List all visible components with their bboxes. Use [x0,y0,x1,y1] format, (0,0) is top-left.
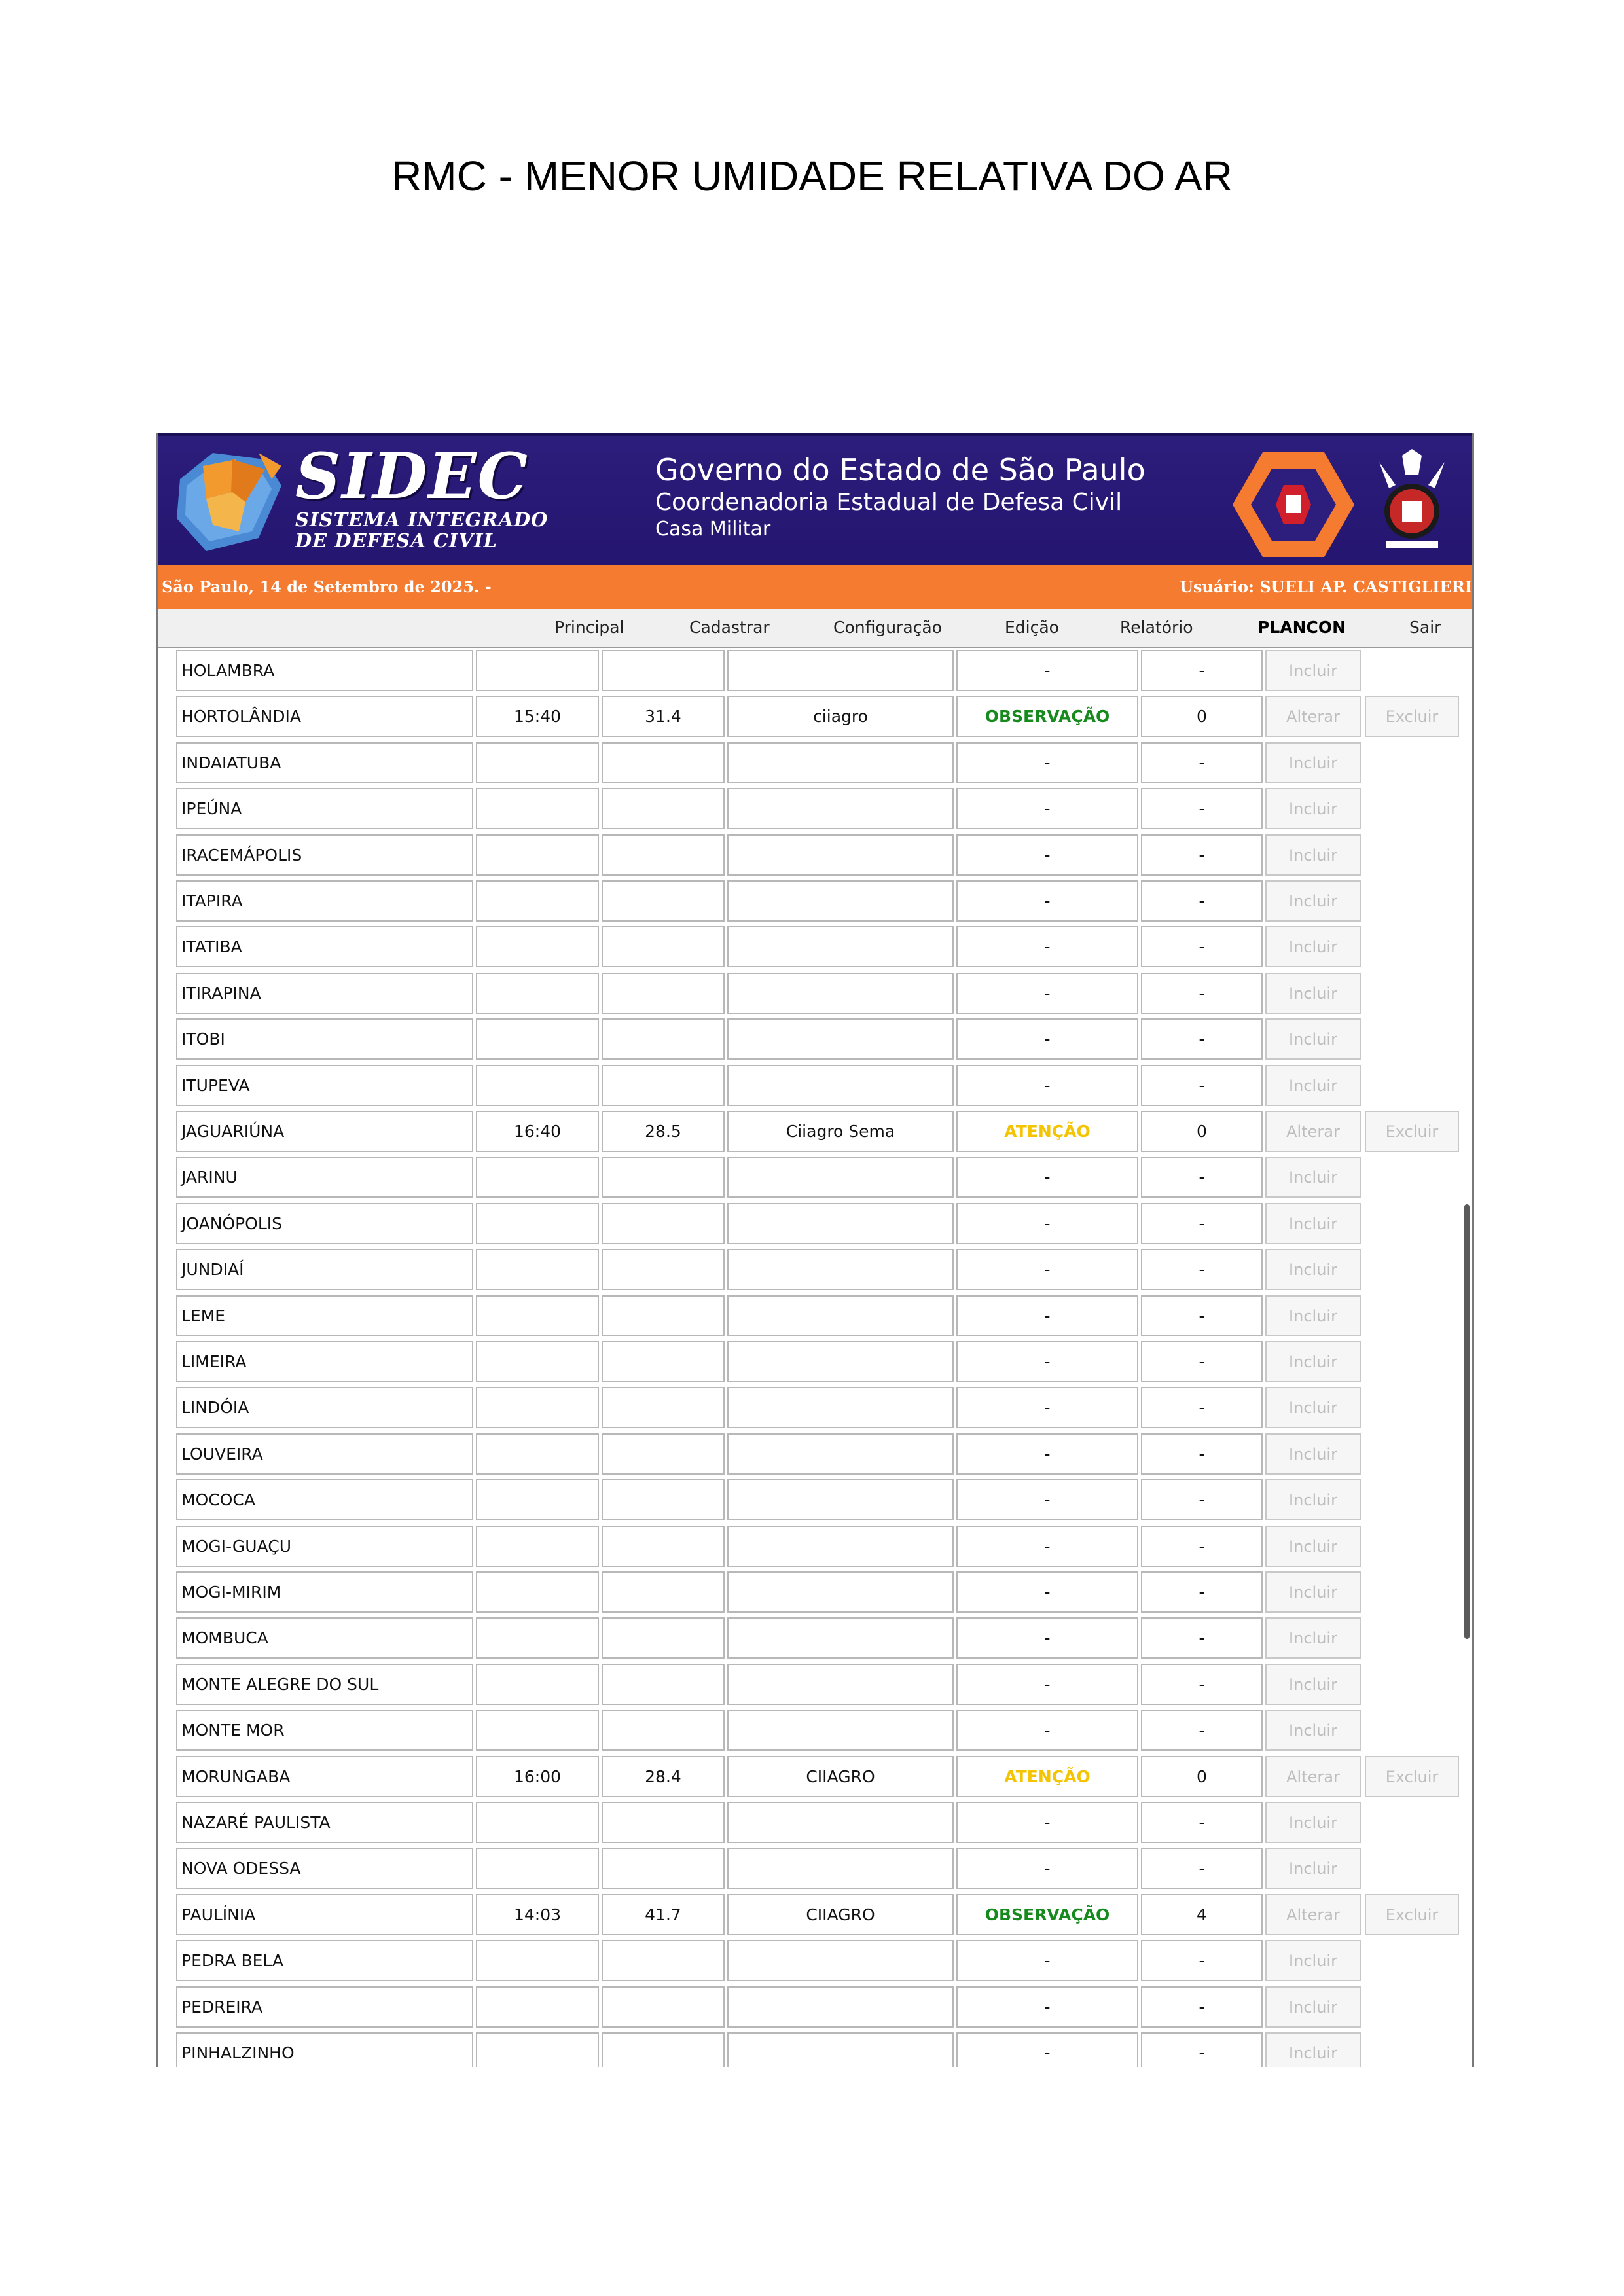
source-cell [727,880,954,922]
humidity-value-cell [602,1848,725,1889]
status-cell: - [956,1157,1138,1198]
nav-sair[interactable]: Sair [1409,618,1441,637]
city-name: MONTE MOR [176,1710,473,1751]
humidity-value-cell [602,880,725,922]
alterar-button[interactable]: Alterar [1265,1894,1361,1935]
humidity-value-cell [602,1802,725,1843]
humidity-value-cell [602,1986,725,2028]
count-cell: - [1141,1940,1263,1981]
table-row [158,1339,1474,1385]
status-cell: - [956,880,1138,922]
excluir-button[interactable]: Excluir [1365,696,1459,737]
info-bar [158,565,1474,609]
incluir-button[interactable]: Incluir [1265,926,1361,967]
incluir-button[interactable]: Incluir [1265,1664,1361,1705]
count-cell: - [1141,1664,1263,1705]
count-cell: - [1141,1341,1263,1382]
city-name: LINDÓIA [176,1387,473,1428]
humidity-value-cell [602,2032,725,2067]
count-cell: - [1141,834,1263,876]
count-cell: 0 [1141,1111,1263,1152]
humidity-value-cell [602,1018,725,1060]
count-cell: - [1141,788,1263,829]
incluir-button[interactable]: Incluir [1265,1295,1361,1336]
count-cell: 0 [1141,696,1263,737]
table-row [158,1477,1474,1523]
source-cell [727,1479,954,1520]
excluir-button[interactable]: Excluir [1365,1111,1459,1152]
status-cell: OBSERVAÇÃO [956,696,1138,737]
time-cell [476,1617,599,1659]
incluir-button[interactable]: Incluir [1265,1479,1361,1520]
humidity-value-cell [602,1571,725,1613]
table-row [158,1109,1474,1155]
count-cell: - [1141,650,1263,691]
nav-edicao[interactable]: Edição [1005,618,1059,637]
incluir-button[interactable]: Incluir [1265,650,1361,691]
table-row [158,786,1474,832]
city-name: PINHALZINHO [176,2032,473,2067]
excluir-button[interactable]: Excluir [1365,1894,1459,1935]
count-cell: - [1141,2032,1263,2067]
city-name: NAZARÉ PAULISTA [176,1802,473,1843]
city-name: HOLAMBRA [176,650,473,691]
source-cell [727,1571,954,1613]
source-cell: CIIAGRO [727,1894,954,1935]
source-cell [727,2032,954,2067]
sidec-screenshot [156,433,1474,2067]
table-row [158,1385,1474,1431]
humidity-value-cell: 28.5 [602,1111,725,1152]
count-cell: - [1141,1203,1263,1244]
status-cell: - [956,926,1138,967]
source-cell [727,1341,954,1382]
count-cell: - [1141,1295,1263,1336]
excluir-button[interactable]: Excluir [1365,1756,1459,1797]
gov-subtitle: Coordenadoria Estadual de Defesa Civil [655,489,1123,516]
status-cell: - [956,1940,1138,1981]
humidity-value-cell [602,650,725,691]
count-cell: - [1141,973,1263,1014]
humidity-value-cell [602,1526,725,1567]
nav-configuracao[interactable]: Configuração [833,618,943,637]
table-row [158,1984,1474,2030]
civil-defense-hexagon-icon [1231,449,1356,560]
count-cell: - [1141,1157,1263,1198]
gov-department: Casa Militar [655,518,771,541]
incluir-button[interactable]: Incluir [1265,1526,1361,1567]
source-cell [727,1940,954,1981]
time-cell [476,2032,599,2067]
incluir-button[interactable]: Incluir [1265,1848,1361,1889]
table-row [158,833,1474,878]
city-name: MOMBUCA [176,1617,473,1659]
table-row [158,2030,1474,2067]
alterar-button[interactable]: Alterar [1265,696,1361,737]
sidec-logo-icon [167,440,298,564]
time-cell [476,1664,599,1705]
humidity-value-cell [602,1479,725,1520]
count-cell: 0 [1141,1756,1263,1797]
government-block [655,452,1146,542]
source-cell [727,1295,954,1336]
status-cell: - [956,1617,1138,1659]
table-row [158,878,1474,924]
source-cell [727,1526,954,1567]
time-cell [476,650,599,691]
source-cell [727,1710,954,1751]
table-row [158,1063,1474,1109]
table-row [158,740,1474,786]
humidity-value-cell [602,1203,725,1244]
humidity-value-cell: 41.7 [602,1894,725,1935]
time-cell: 16:40 [476,1111,599,1152]
city-name: ITOBI [176,1018,473,1060]
source-cell [727,1203,954,1244]
humidity-value-cell [602,1295,725,1336]
incluir-button[interactable]: Incluir [1265,973,1361,1014]
status-cell: - [956,1571,1138,1613]
time-cell [476,1479,599,1520]
incluir-button[interactable]: Incluir [1265,1986,1361,2028]
status-cell: ATENÇÃO [956,1756,1138,1797]
incluir-button[interactable]: Incluir [1265,1018,1361,1060]
status-cell: - [956,1664,1138,1705]
status-cell: - [956,1848,1138,1889]
city-name: ITUPEVA [176,1065,473,1106]
source-cell [727,1018,954,1060]
city-name: MOGI-GUAÇU [176,1526,473,1567]
time-cell [476,788,599,829]
source-cell [727,1986,954,2028]
source-cell [727,1802,954,1843]
time-cell [476,1249,599,1290]
humidity-value-cell [602,1157,725,1198]
incluir-button[interactable]: Incluir [1265,1249,1361,1290]
humidity-value-cell: 28.4 [602,1756,725,1797]
count-cell: - [1141,1249,1263,1290]
incluir-button[interactable]: Incluir [1265,1571,1361,1613]
table-row [158,1570,1474,1615]
incluir-button[interactable]: Incluir [1265,742,1361,783]
humidity-value-cell [602,1710,725,1751]
source-cell [727,1664,954,1705]
count-cell: - [1141,1986,1263,2028]
humidity-value-cell [602,788,725,829]
table-row [158,1155,1474,1200]
status-cell: - [956,1065,1138,1106]
time-cell: 15:40 [476,696,599,737]
table-row [158,1938,1474,1984]
count-cell: - [1141,1571,1263,1613]
city-name: INDAIATUBA [176,742,473,783]
count-cell: - [1141,1848,1263,1889]
humidity-value-cell [602,1664,725,1705]
city-name: LIMEIRA [176,1341,473,1382]
time-cell [476,1802,599,1843]
incluir-button[interactable]: Incluir [1265,1940,1361,1981]
city-name: ITIRAPINA [176,973,473,1014]
scrollbar-thumb[interactable] [1464,1204,1470,1639]
time-cell [476,1710,599,1751]
source-cell: CIIAGRO [727,1756,954,1797]
city-name: HORTOLÂNDIA [176,696,473,737]
table-row [158,1708,1474,1753]
source-cell [727,650,954,691]
humidity-value-cell [602,926,725,967]
source-cell [727,1433,954,1475]
status-cell: - [956,1341,1138,1382]
city-name: JOANÓPOLIS [176,1203,473,1244]
time-cell [476,1157,599,1198]
humidity-value-cell [602,1617,725,1659]
status-cell: - [956,1018,1138,1060]
time-cell [476,880,599,922]
time-cell [476,973,599,1014]
status-cell: - [956,1433,1138,1475]
count-cell: - [1141,1802,1263,1843]
count-cell: - [1141,1065,1263,1106]
status-cell: ATENÇÃO [956,1111,1138,1152]
status-cell: - [956,834,1138,876]
city-name: IPEÚNA [176,788,473,829]
table-row [158,1892,1474,1938]
status-cell: - [956,1986,1138,2028]
brand-block [295,439,549,552]
humidity-value-cell [602,742,725,783]
source-cell [727,926,954,967]
nav-plancon[interactable]: PLANCON [1257,618,1346,637]
table-row [158,1754,1474,1800]
status-cell: - [956,1203,1138,1244]
source-cell [727,1848,954,1889]
time-cell [476,1940,599,1981]
humidity-value-cell [602,1387,725,1428]
city-name: ITAPIRA [176,880,473,922]
city-name: NOVA ODESSA [176,1848,473,1889]
status-cell: - [956,1802,1138,1843]
brand-line-2: DE DEFESA CIVIL [295,529,497,552]
table-row [158,971,1474,1016]
table-row [158,1247,1474,1293]
time-cell [476,1848,599,1889]
table-row [158,1662,1474,1708]
alterar-button[interactable]: Alterar [1265,1756,1361,1797]
source-cell [727,1249,954,1290]
table-row [158,1524,1474,1570]
nav-cadastrar[interactable]: Cadastrar [689,618,770,637]
user-label: Usuário: SUELI AP. CASTIGLIERI [1179,577,1472,596]
table-row [158,1016,1474,1062]
table-row [158,1846,1474,1892]
humidity-value-cell [602,1249,725,1290]
count-cell: - [1141,1387,1263,1428]
count-cell: - [1141,1617,1263,1659]
source-cell [727,834,954,876]
date-label: São Paulo, 14 de Setembro de 2025. - [162,577,492,596]
humidity-value-cell: 31.4 [602,696,725,737]
brand-name: SIDEC [295,439,530,513]
time-cell [476,1065,599,1106]
time-cell [476,742,599,783]
status-cell: - [956,2032,1138,2067]
status-cell: - [956,1249,1138,1290]
header-banner [158,433,1474,565]
incluir-button[interactable]: Incluir [1265,788,1361,829]
city-name: JARINU [176,1157,473,1198]
count-cell: - [1141,1526,1263,1567]
humidity-value-cell [602,1065,725,1106]
time-cell [476,1433,599,1475]
count-cell: - [1141,1433,1263,1475]
source-cell: ciiagro [727,696,954,737]
document-title: RMC - MENOR UMIDADE RELATIVA DO AR [391,152,1233,200]
count-cell: 4 [1141,1894,1263,1935]
incluir-button[interactable]: Incluir [1265,1617,1361,1659]
humidity-value-cell [602,834,725,876]
table-row [158,1293,1474,1339]
gov-title: Governo do Estado de São Paulo [655,452,1146,488]
nav-menu [158,609,1474,648]
time-cell: 16:00 [476,1756,599,1797]
time-cell [476,1526,599,1567]
status-cell: - [956,650,1138,691]
city-name: MOGI-MIRIM [176,1571,473,1613]
incluir-button[interactable]: Incluir [1265,1710,1361,1751]
city-name: MOCOCA [176,1479,473,1520]
source-cell [727,1617,954,1659]
incluir-button[interactable]: Incluir [1265,1203,1361,1244]
alterar-button[interactable]: Alterar [1265,1111,1361,1152]
city-name: JUNDIAÍ [176,1249,473,1290]
time-cell [476,1018,599,1060]
count-cell: - [1141,1018,1263,1060]
incluir-button[interactable]: Incluir [1265,1802,1361,1843]
source-cell: Ciiagro Sema [727,1111,954,1152]
brand-line-1: SISTEMA INTEGRADO [295,509,549,531]
city-name: LEME [176,1295,473,1336]
city-name: MORUNGABA [176,1756,473,1797]
table-row [158,924,1474,970]
status-cell: - [956,788,1138,829]
time-cell [476,1341,599,1382]
incluir-button[interactable]: Incluir [1265,834,1361,876]
city-name: PEDRA BELA [176,1940,473,1981]
status-cell: - [956,973,1138,1014]
source-cell [727,788,954,829]
table-row [158,1431,1474,1477]
status-cell: - [956,1710,1138,1751]
table-row [158,648,1474,694]
source-cell [727,973,954,1014]
humidity-value-cell [602,1940,725,1981]
nav-relatorio[interactable]: Relatório [1120,618,1193,637]
time-cell [476,1203,599,1244]
source-cell [727,1065,954,1106]
source-cell [727,1157,954,1198]
city-name: MONTE ALEGRE DO SUL [176,1664,473,1705]
status-cell: - [956,1479,1138,1520]
incluir-button[interactable]: Incluir [1265,880,1361,922]
source-cell [727,1387,954,1428]
table-row [158,1800,1474,1846]
military-crest-icon [1366,449,1458,560]
humidity-value-cell [602,973,725,1014]
city-name: LOUVEIRA [176,1433,473,1475]
time-cell [476,1986,599,2028]
time-cell [476,1571,599,1613]
status-cell: OBSERVAÇÃO [956,1894,1138,1935]
humidity-value-cell [602,1433,725,1475]
incluir-button[interactable]: Incluir [1265,1433,1361,1475]
table-row [158,694,1474,740]
humidity-value-cell [602,1341,725,1382]
incluir-button[interactable]: Incluir [1265,1065,1361,1106]
city-name: IRACEMÁPOLIS [176,834,473,876]
city-name: PAULÍNIA [176,1894,473,1935]
count-cell: - [1141,926,1263,967]
nav-principal[interactable]: Principal [554,618,624,637]
time-cell [476,926,599,967]
count-cell: - [1141,1479,1263,1520]
incluir-button[interactable]: Incluir [1265,2032,1361,2067]
city-name: ITATIBA [176,926,473,967]
status-cell: - [956,1526,1138,1567]
table-row [158,1201,1474,1247]
status-cell: - [956,1387,1138,1428]
table-row [158,1615,1474,1661]
count-cell: - [1141,742,1263,783]
status-cell: - [956,742,1138,783]
time-cell: 14:03 [476,1894,599,1935]
incluir-button[interactable]: Incluir [1265,1157,1361,1198]
source-cell [727,742,954,783]
count-cell: - [1141,1710,1263,1751]
count-cell: - [1141,880,1263,922]
incluir-button[interactable]: Incluir [1265,1387,1361,1428]
time-cell [476,834,599,876]
time-cell [476,1295,599,1336]
city-name: PEDREIRA [176,1986,473,2028]
city-name: JAGUARIÚNA [176,1111,473,1152]
time-cell [476,1387,599,1428]
incluir-button[interactable]: Incluir [1265,1341,1361,1382]
status-cell: - [956,1295,1138,1336]
